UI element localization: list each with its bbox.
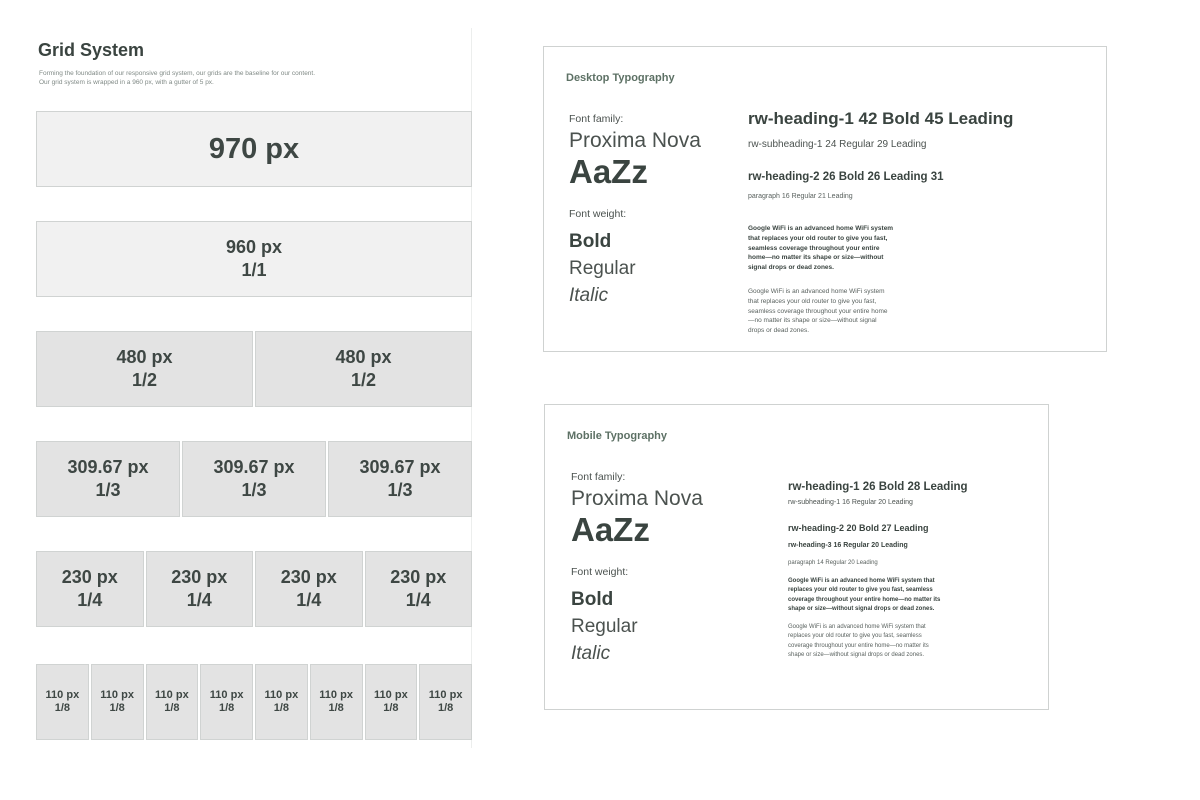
font-specimen: AaZz bbox=[569, 153, 648, 190]
grid-column-fraction: 1/8 bbox=[383, 702, 399, 714]
grid-column-width: 960 px bbox=[225, 237, 283, 257]
grid-row-970 bbox=[36, 111, 472, 187]
grid-column bbox=[36, 111, 472, 187]
grid-column bbox=[310, 664, 363, 740]
grid-column-width: 309.67 px bbox=[67, 457, 149, 477]
grid-column-fraction: 1/8 bbox=[218, 702, 235, 714]
paragraph-line: shape or size—without signal drops or dead zones. bbox=[788, 605, 935, 612]
heading-1-sample: rw-heading-1 42 Bold 45 Leading bbox=[748, 109, 1014, 128]
weight-regular-sample: Regular bbox=[571, 616, 638, 637]
grid-column-fraction: 1/1 bbox=[241, 260, 267, 280]
grid-description-line: Our grid system is wrapped in a 960 px, with a gutter of 5 px. bbox=[39, 79, 214, 86]
grid-column bbox=[255, 664, 308, 740]
grid-column-fraction: 1/3 bbox=[241, 480, 267, 500]
grid-column-width: 230 px bbox=[61, 567, 118, 587]
grid-column bbox=[365, 551, 473, 627]
grid-column-width: 110 px bbox=[209, 689, 244, 701]
grid-column-fraction: 1/4 bbox=[77, 590, 103, 610]
grid-column bbox=[200, 664, 253, 740]
grid-column-width: 480 px bbox=[335, 347, 392, 367]
grid-column bbox=[91, 664, 144, 740]
heading-3-sample: rw-heading-3 16 Regular 20 Leading bbox=[788, 542, 908, 549]
grid-column-fraction: 1/8 bbox=[109, 702, 125, 714]
grid-column bbox=[36, 331, 253, 407]
heading-2-sample: rw-heading-2 26 Bold 26 Leading 31 bbox=[748, 171, 944, 183]
bold-paragraph-sample bbox=[748, 224, 923, 273]
subheading-1-sample: rw-subheading-1 24 Regular 29 Leading bbox=[748, 139, 927, 150]
font-weight-label: Font weight: bbox=[571, 566, 629, 578]
mobile-typography-title: Mobile Typography bbox=[567, 430, 668, 442]
paragraph-line: seamless coverage throughout your entire home bbox=[748, 307, 888, 315]
grid-column-fraction: 1/3 bbox=[95, 480, 121, 500]
grid-system-title: Grid System bbox=[38, 40, 145, 60]
font-specimen: AaZz bbox=[571, 511, 650, 548]
grid-column-width: 480 px bbox=[116, 347, 173, 367]
grid-column-fraction: 1/8 bbox=[164, 702, 180, 714]
grid-column-width: 110 px bbox=[155, 689, 189, 701]
grid-column bbox=[36, 441, 180, 517]
font-family-label: Font family: bbox=[571, 471, 626, 483]
paragraph-spec: paragraph 14 Regular 20 Leading bbox=[788, 560, 878, 566]
grid-column-width: 110 px bbox=[264, 689, 299, 701]
paragraph-line: that replaces your old router to give you fast, bbox=[748, 297, 877, 305]
paragraph-line: drops or dead zones. bbox=[748, 327, 810, 335]
grid-column-fraction: 1/3 bbox=[387, 480, 413, 500]
regular-paragraph-sample bbox=[788, 623, 988, 660]
paragraph-line: home—no matter its shape or size—without bbox=[748, 254, 884, 262]
grid-column-fraction: 1/8 bbox=[328, 702, 344, 714]
grid-column-fraction: 1/4 bbox=[186, 590, 212, 610]
paragraph-line: —no matter its shape or size—without signal bbox=[748, 317, 877, 325]
paragraph-line: Google WiFi is an advanced home WiFi system bbox=[748, 288, 885, 295]
regular-paragraph-sample bbox=[748, 287, 923, 336]
grid-column bbox=[419, 664, 472, 740]
grid-column-fraction: 1/8 bbox=[273, 702, 290, 714]
grid-row-1-4 bbox=[36, 551, 472, 627]
grid-column-width: 230 px bbox=[280, 567, 337, 587]
grid-column-fraction: 1/2 bbox=[350, 370, 377, 390]
grid-column bbox=[36, 551, 144, 627]
grid-column-width: 970 px bbox=[208, 132, 300, 165]
font-family-label: Font family: bbox=[569, 113, 624, 125]
paragraph-line: that replaces your old router to give you fast, bbox=[748, 234, 888, 242]
grid-description-line: Forming the foundation of our responsive grid system, our grids are the baseline for our content. bbox=[39, 70, 316, 77]
grid-column-width: 110 px bbox=[100, 689, 134, 701]
grid-column-width: 309.67 px bbox=[359, 457, 441, 477]
grid-column-width: 110 px bbox=[45, 689, 80, 701]
weight-italic-sample: Italic bbox=[571, 643, 611, 664]
paragraph-line: coverage throughout your entire home—no matter its bbox=[788, 596, 941, 603]
weight-regular-sample: Regular bbox=[569, 258, 636, 279]
desktop-typography-card bbox=[543, 46, 1107, 352]
paragraph-line: replaces your old router to give you fast, seamless bbox=[788, 633, 922, 640]
paragraph-line: replaces your old router to give you fast, seamless bbox=[788, 587, 933, 594]
paragraph-line: shape or size—without signal drops or dead zones. bbox=[788, 651, 925, 658]
grid-row-1-8 bbox=[36, 664, 472, 740]
paragraph-line: signal drops or dead zones. bbox=[748, 264, 834, 272]
subheading-1-sample: rw-subheading-1 16 Regular 20 Leading bbox=[788, 499, 913, 506]
mobile-typography-card bbox=[544, 404, 1049, 710]
font-family-name: Proxima Nova bbox=[569, 129, 701, 152]
paragraph-line: Google WiFi is an advanced home WiFi system that bbox=[788, 624, 926, 630]
paragraph-line: coverage throughout your entire home—no matter its bbox=[788, 642, 929, 649]
grid-column-width: 230 px bbox=[390, 567, 447, 587]
grid-column-width: 110 px bbox=[428, 689, 463, 701]
grid-column bbox=[365, 664, 418, 740]
grid-column bbox=[36, 221, 472, 297]
grid-row-1-1 bbox=[36, 221, 472, 297]
grid-column bbox=[255, 331, 472, 407]
grid-column-width: 230 px bbox=[171, 567, 228, 587]
grid-column bbox=[328, 441, 472, 517]
heading-2-sample: rw-heading-2 20 Bold 27 Leading bbox=[788, 523, 929, 533]
grid-column bbox=[36, 664, 89, 740]
paragraph-line: Google WiFi is an advanced home WiFi system bbox=[748, 225, 894, 232]
weight-bold-sample: Bold bbox=[571, 589, 614, 610]
grid-column-fraction: 1/8 bbox=[54, 702, 71, 714]
paragraph-spec: paragraph 16 Regular 21 Leading bbox=[748, 193, 853, 200]
weight-bold-sample: Bold bbox=[569, 231, 612, 252]
grid-column bbox=[182, 441, 326, 517]
desktop-typography-title: Desktop Typography bbox=[566, 72, 675, 84]
grid-column-fraction: 1/4 bbox=[296, 590, 322, 610]
bold-paragraph-sample bbox=[788, 577, 988, 614]
grid-column-fraction: 1/2 bbox=[131, 370, 158, 390]
grid-column-fraction: 1/4 bbox=[405, 590, 431, 610]
heading-1-sample: rw-heading-1 26 Bold 28 Leading bbox=[788, 481, 968, 493]
grid-system-description bbox=[39, 69, 399, 87]
weight-italic-sample: Italic bbox=[569, 285, 609, 306]
grid-column-width: 110 px bbox=[374, 689, 408, 701]
paragraph-line: seamless coverage throughout your entire bbox=[748, 244, 880, 252]
paragraph-line: Google WiFi is an advanced home WiFi system that bbox=[788, 578, 935, 584]
grid-column-fraction: 1/8 bbox=[437, 702, 454, 714]
grid-column-width: 309.67 px bbox=[213, 457, 295, 477]
grid-column-width: 110 px bbox=[319, 689, 353, 701]
font-family-name: Proxima Nova bbox=[571, 487, 703, 510]
grid-column bbox=[146, 551, 254, 627]
grid-row-1-2 bbox=[36, 331, 472, 407]
font-weight-label: Font weight: bbox=[569, 208, 627, 220]
grid-row-1-3 bbox=[36, 441, 472, 517]
grid-column bbox=[255, 551, 363, 627]
grid-column bbox=[146, 664, 199, 740]
